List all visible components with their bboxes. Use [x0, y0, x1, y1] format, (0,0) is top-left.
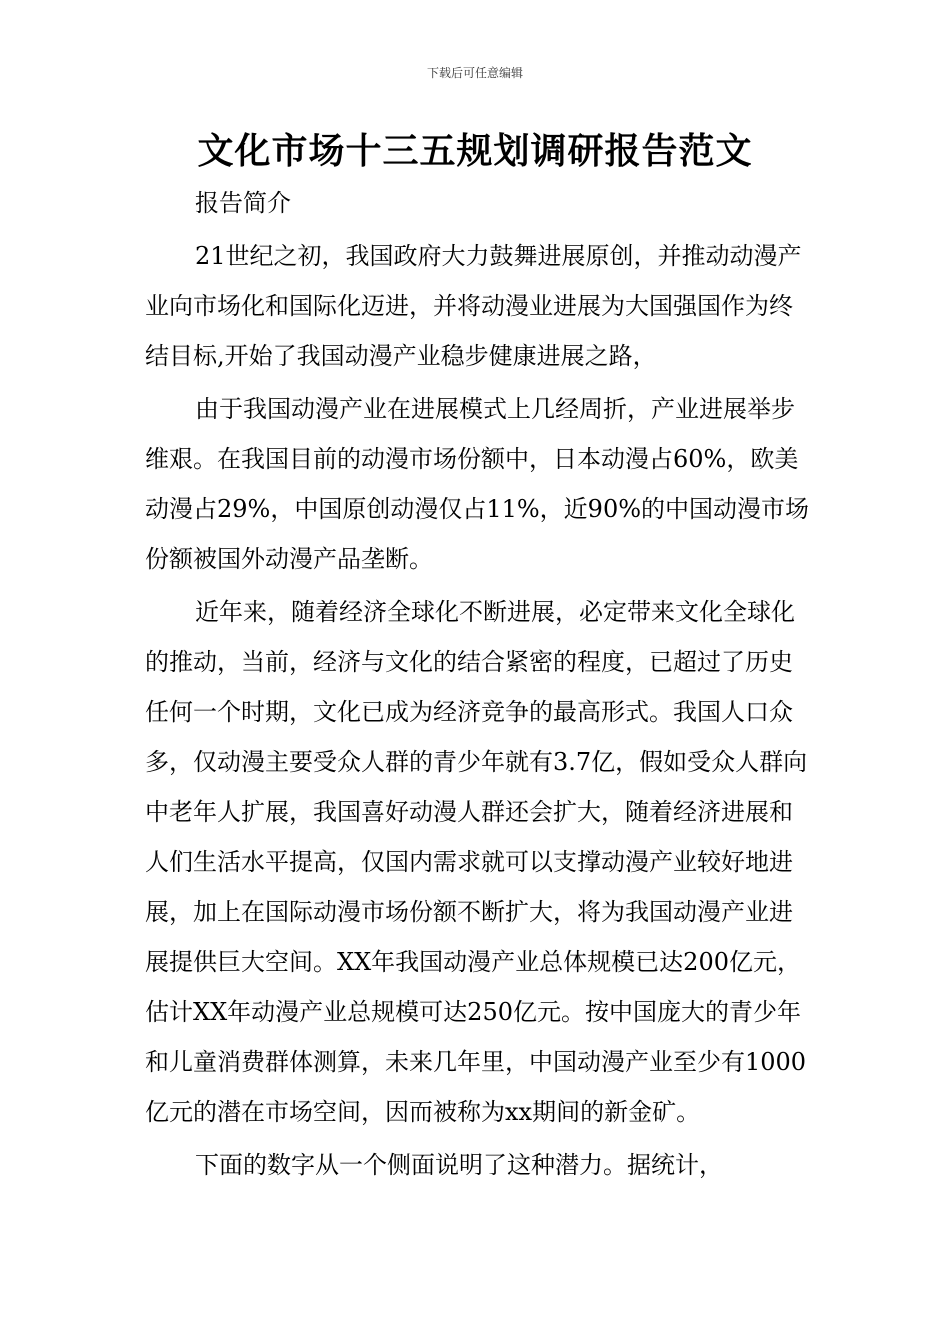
paragraph-intro: 21世纪之初，我国政府大力鼓舞进展原创，并推动动漫产业向市场化和国际化迈进，并将动漫业进展为大国强国作为终结目标,开始了我国动漫产业稳步健康进展之路，: [145, 242, 802, 370]
paragraph-statistics: 下面的数字从一个侧面说明了这种潜力。据统计，: [195, 1151, 723, 1179]
paragraph-globalization: 近年来，随着经济全球化不断进展，必定带来文化全球化的推动，当前，经济与文化的结合紧密的程度，已超过了历史任何一个时期，文化已成为经济竞争的最高形式。我国人口众多，仅动漫主要受众人群的青少年就有3.7亿，假如受众人群向中老年人扩展，我国喜好动漫人群还会扩大，随着经济进展和人们生活水平提高，仅国内需求就可以支撑动漫产业较好地进展，加上在国际动漫市场份额不断扩大，将为我国动漫产业进展提供巨大空间。XX年我国动漫产业总体规模已达200亿元，估计XX年动漫产业总规模可达250亿元。按中国庞大的青少年和儿童消费群体测算，未来几年里，中国动漫产业至少有1000亿元的潜在市场空间，因而被称为xx期间的新金矿。: [145, 598, 808, 1126]
document-body: [145, 178, 813, 1190]
document-title: 文化市场十三五规划调研报告范文: [197, 131, 753, 172]
paragraph-market-share: 由于我国动漫产业在进展模式上几经周折，产业进展举步维艰。在我国目前的动漫市场份额中，日本动漫占60%，欧美动漫占29%，中国原创动漫仅占11%，近90%的中国动漫市场份额被国外动漫产品垄断。: [145, 395, 810, 573]
section-heading: 报告简介: [195, 189, 291, 217]
header-note: 下载后可任意编辑: [426, 66, 523, 80]
